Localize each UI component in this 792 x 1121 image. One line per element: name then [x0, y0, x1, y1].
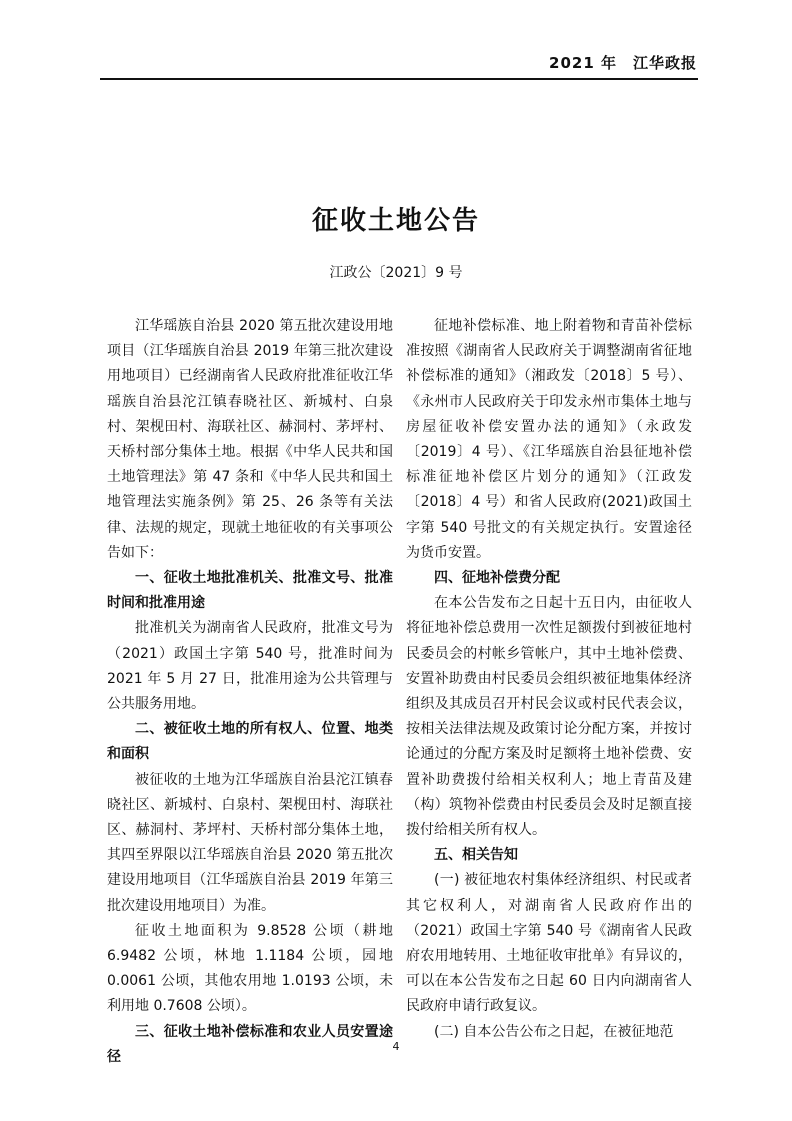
section-heading: 二、被征收土地的所有权人、位置、地类和面积 — [107, 721, 393, 763]
body-paragraph: 在本公告发布之日起十五日内，由征收人将征地补偿总费用一次性足额拨付到被征地村民委员会的村帐乡管帐户，其中土地补偿费、安置补助费由村民委员会组织被征地集体经济组织及其成员召开村民会议或村民代表会议，按相关法律法规及政策讨论分配方案，并按讨论通过的分配方案及时足额将土地补偿费、安置补助费拨付给相关权利人；地上青苗及建（构）筑物补偿费由村民委员会及时足额直接拨付给相关所有权人。 — [406, 595, 692, 839]
body-paragraph: 被征收的土地为江华瑶族自治县沱江镇春晓社区、新城村、白泉村、架枧田村、海联社区、赫洞村、茅坪村、天桥村部分集体土地，其四至界限以江华瑶族自治县 2020 第五批次建设用地项目（江华瑶族自治县 2019 年第三批次建设用地项目）为准。 — [107, 771, 393, 914]
body-paragraph: (二) 自本公告公布之日起，在被征地范 — [434, 1023, 674, 1040]
header-divider — [100, 78, 698, 80]
left-column — [107, 314, 393, 1070]
section-heading: 三、征收土地补偿标准和农业人员安置途径 — [107, 1023, 393, 1065]
body-paragraph: 批准机关为湖南省人民政府，批准文号为（2021）政国土字第 540 号，批准时间为 2021 年 5 月 27 日，批准用途为公共管理与公共服务用地。 — [107, 620, 393, 713]
body-paragraph: 征收土地面积为 9.8528 公顷（耕地 6.9482 公顷，林地 1.1184 公顷，园地 0.0061 公顷，其他农用地 1.0193 公顷，未利用地 0.7608 公顷）。 — [107, 922, 393, 1015]
page-number: 4 — [392, 1040, 400, 1053]
section-heading: 五、相关告知 — [434, 847, 518, 864]
right-column — [406, 314, 692, 1045]
section-heading: 一、征收土地批准机关、批准文号、批准时间和批准用途 — [107, 570, 393, 612]
body-paragraph: 征地补偿标准、地上附着物和青苗补偿标准按照《湖南省人民政府关于调整湖南省征地补偿标准的通知》（湘政发〔2018〕5 号）、《永州市人民政府关于印发永州市集体土地与房屋征收补偿安置办法的通知》（永政发〔2019〕4 号）、《江华瑶族自治县征地补偿标准征地补偿区片划分的通知》（江政发〔2018〕4 号）和省人民政府(2021)政国土字第 540 号批文的有关规定执行。安置途径为货币安置。 — [406, 318, 692, 561]
body-paragraph: 江华瑶族自治县 2020 第五批次建设用地项目（江华瑶族自治县 2019 年第三批次建设用地项目）已经湖南省人民政府批准征收江华瑶族自治县沱江镇春晓社区、新城村、白泉村、架枧田村、海联社区、赫洞村、茅坪村、天桥村部分集体土地。根据《中华人民共和国土地管理法》第 47 条和《中华人民共和国土地管理法实施条例》第 25、26 条等有关法律、法规的规定，现就土地征收的有关事项公告如下： — [107, 318, 393, 561]
publication-header: 2021 年 江华政报 — [549, 54, 697, 72]
document-title: 征收土地公告 — [311, 206, 480, 236]
section-heading: 四、征地补偿费分配 — [434, 570, 560, 587]
document-number: 江政公〔2021〕9 号 — [329, 265, 463, 281]
body-paragraph: (一) 被征地农村集体经济组织、村民或者其它权利人，对湖南省人民政府作出的（2021）政国土字第 540 号《湖南省人民政府农用地转用、土地征收审批单》有异议的，可以在本公告发布之日起 60 日内向湖南省人民政府申请行政复议。 — [406, 872, 692, 1015]
